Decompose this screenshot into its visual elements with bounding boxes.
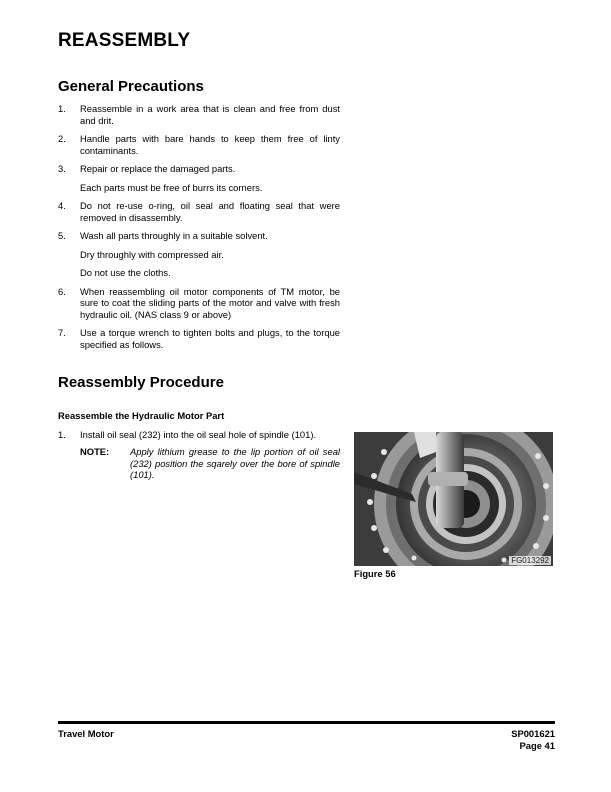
figure-code: FG013292 [511, 556, 549, 565]
list-item [58, 133, 340, 156]
oil-seal-installation-photo [354, 432, 553, 566]
item-number: 1. [58, 429, 66, 440]
footer-page-number: Page 41 [519, 740, 555, 751]
item-text: When reassembling oil motor components of TM motor, be sure to coat the sliding parts of the motor and valve with fresh hydraulic oil. (NAS class 9 or above) [80, 285, 340, 320]
item-text: Do not re-use o-ring, oil seal and floating seal that were removed in disassembly. [80, 200, 340, 223]
list-item [58, 429, 340, 441]
list-item [58, 200, 340, 223]
item-text: Handle parts with bare hands to keep them free of linty contaminants. [80, 133, 340, 156]
item-text: Wash all parts throughly in a suitable solvent. [80, 230, 268, 241]
item-subtext: Each parts must be free of burrs its corners. [80, 181, 263, 193]
item-text: Install oil seal (232) into the oil seal hole of spindle (101). [80, 429, 317, 440]
item-number: 7. [58, 327, 66, 338]
hydraulic-motor-subheading: Reassemble the Hydraulic Motor Part [58, 410, 225, 421]
list-item [58, 286, 340, 321]
footer-doc-number: SP001621 [511, 728, 555, 739]
general-precautions-heading: General Precautions [58, 78, 204, 95]
item-number: 2. [58, 133, 66, 144]
item-number: 6. [58, 285, 66, 297]
note-block [80, 446, 340, 481]
item-number: 1. [58, 103, 66, 114]
note-text: Apply lithium grease to the lip portion of oil seal (232) position the sqarely over the bore of spindle (101). [130, 446, 340, 480]
footer-section: Travel Motor [58, 728, 114, 739]
item-subtext: Do not use the cloths. [80, 267, 171, 278]
list-item [58, 327, 340, 350]
figure-photo [354, 432, 553, 566]
item-text: Repair or replace the damaged parts. [80, 163, 236, 174]
item-number: 5. [58, 230, 66, 241]
figure-caption: Figure 56 [354, 568, 396, 579]
item-text: Reassemble in a work area that is clean and free from dust and drit. [80, 103, 340, 126]
list-item [58, 103, 340, 126]
item-text: Use a torque wrench to tighten bolts and plugs, to the torque specified as follows. [80, 327, 340, 350]
item-number: 4. [58, 200, 66, 211]
item-subtext: Dry throughly with compressed air. [80, 248, 224, 260]
procedure-steps [58, 429, 340, 448]
page-title: REASSEMBLY [58, 30, 191, 51]
list-item [58, 163, 340, 175]
precautions-list [58, 103, 340, 357]
list-item [58, 230, 340, 242]
note-label: NOTE: [80, 446, 110, 457]
item-number: 3. [58, 163, 66, 174]
reassembly-procedure-heading: Reassembly Procedure [58, 374, 224, 391]
footer-divider [58, 721, 555, 724]
